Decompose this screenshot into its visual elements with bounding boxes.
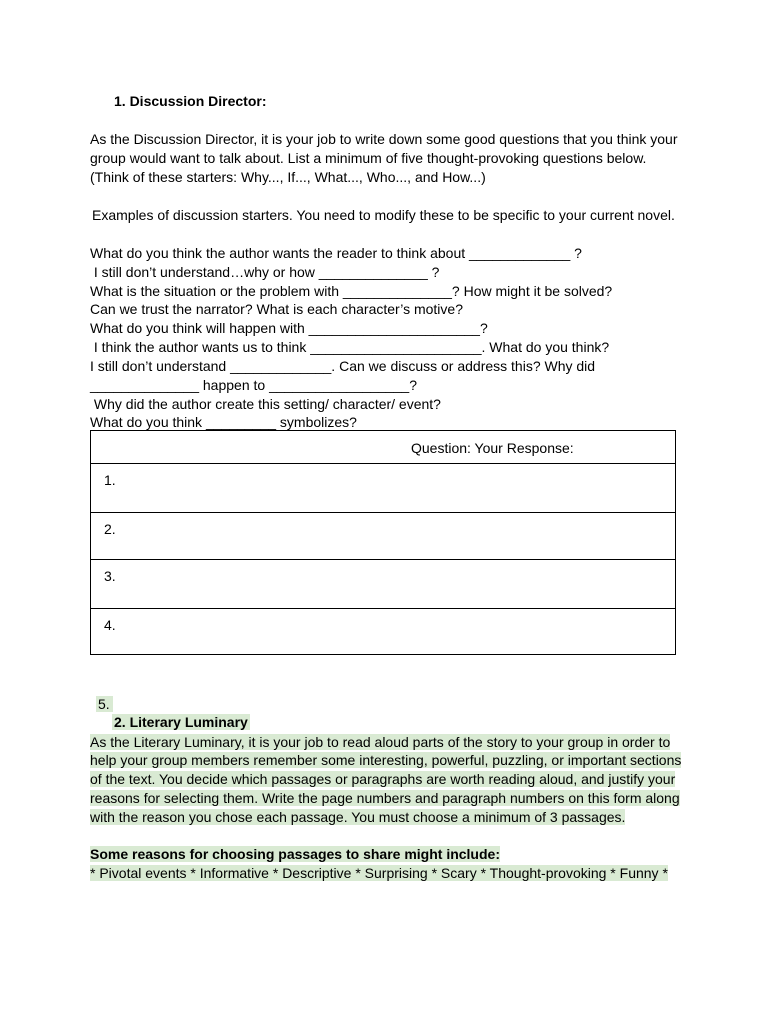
starter-line: ______________ happen to __________________? [90, 377, 418, 393]
row-number: 3. [104, 568, 116, 584]
section-1-intro-line: As the Discussion Director, it is your job to write down some good questions that you think your [90, 131, 678, 147]
starter-line: What do you think _________ symbolizes? [90, 414, 357, 430]
row-number: 2. [104, 521, 116, 537]
row-number: 1. [104, 472, 116, 488]
table-row[interactable] [91, 608, 675, 656]
starter-line: Can we trust the narrator? What is each character’s motive? [90, 301, 463, 317]
reasons-heading: Some reasons for choosing passages to share might include: [90, 846, 500, 862]
list-item-number: 5. [96, 696, 113, 712]
starter-line: Why did the author create this setting/ character/ event? [90, 396, 441, 412]
table-row[interactable] [91, 559, 675, 608]
starter-line: What do you think the author wants the reader to think about _____________ ? [90, 245, 582, 261]
section-2-intro-line: reasons for selecting them. Write the page numbers and paragraph numbers on this form along [90, 790, 680, 806]
starter-line: I think the author wants us to think ______________________. What do you think? [90, 339, 610, 355]
examples-intro: Examples of discussion starters. You need to modify these to be specific to your current novel. [92, 207, 675, 223]
section-2-intro-line: with the reason you chose each passage. You must choose a minimum of 3 passages. [90, 809, 626, 825]
starter-line: What do you think will happen with ______________________? [90, 320, 488, 336]
table-row[interactable] [91, 512, 675, 559]
section-2-intro-line: As the Literary Luminary, it is your job to read aloud parts of the story to your group in order to [90, 734, 671, 750]
section-2-heading: 2. Literary Luminary [114, 714, 248, 730]
reasons-list: * Pivotal events * Informative * Descriptive * Surprising * Scary * Thought-provoking * Funny * [90, 865, 668, 881]
starter-line: I still don’t understand _____________. Can we discuss or address this? Why did [90, 358, 596, 374]
table-header: Question: Your Response: [411, 440, 574, 456]
section-1-intro-line: group would want to talk about. List a minimum of five thought-provoking questions below. [90, 150, 647, 166]
row-number: 4. [104, 617, 116, 633]
table-row[interactable] [91, 463, 675, 512]
section-2-intro-line: of the text. You decide which passages or paragraphs are worth reading aloud, and justify your [90, 771, 676, 787]
starter-line: I still don’t understand…why or how ______________ ? [90, 264, 440, 280]
section-1-intro-line: (Think of these starters: Why..., If..., What..., Who..., and How...) [90, 169, 486, 185]
question-response-table [90, 430, 676, 655]
starter-line: What is the situation or the problem with ______________? How might it be solved? [90, 283, 613, 299]
section-1-heading: 1. Discussion Director: [114, 93, 267, 109]
section-2-intro-line: help your group members remember some interesting, powerful, puzzling, or important sections [90, 752, 682, 768]
